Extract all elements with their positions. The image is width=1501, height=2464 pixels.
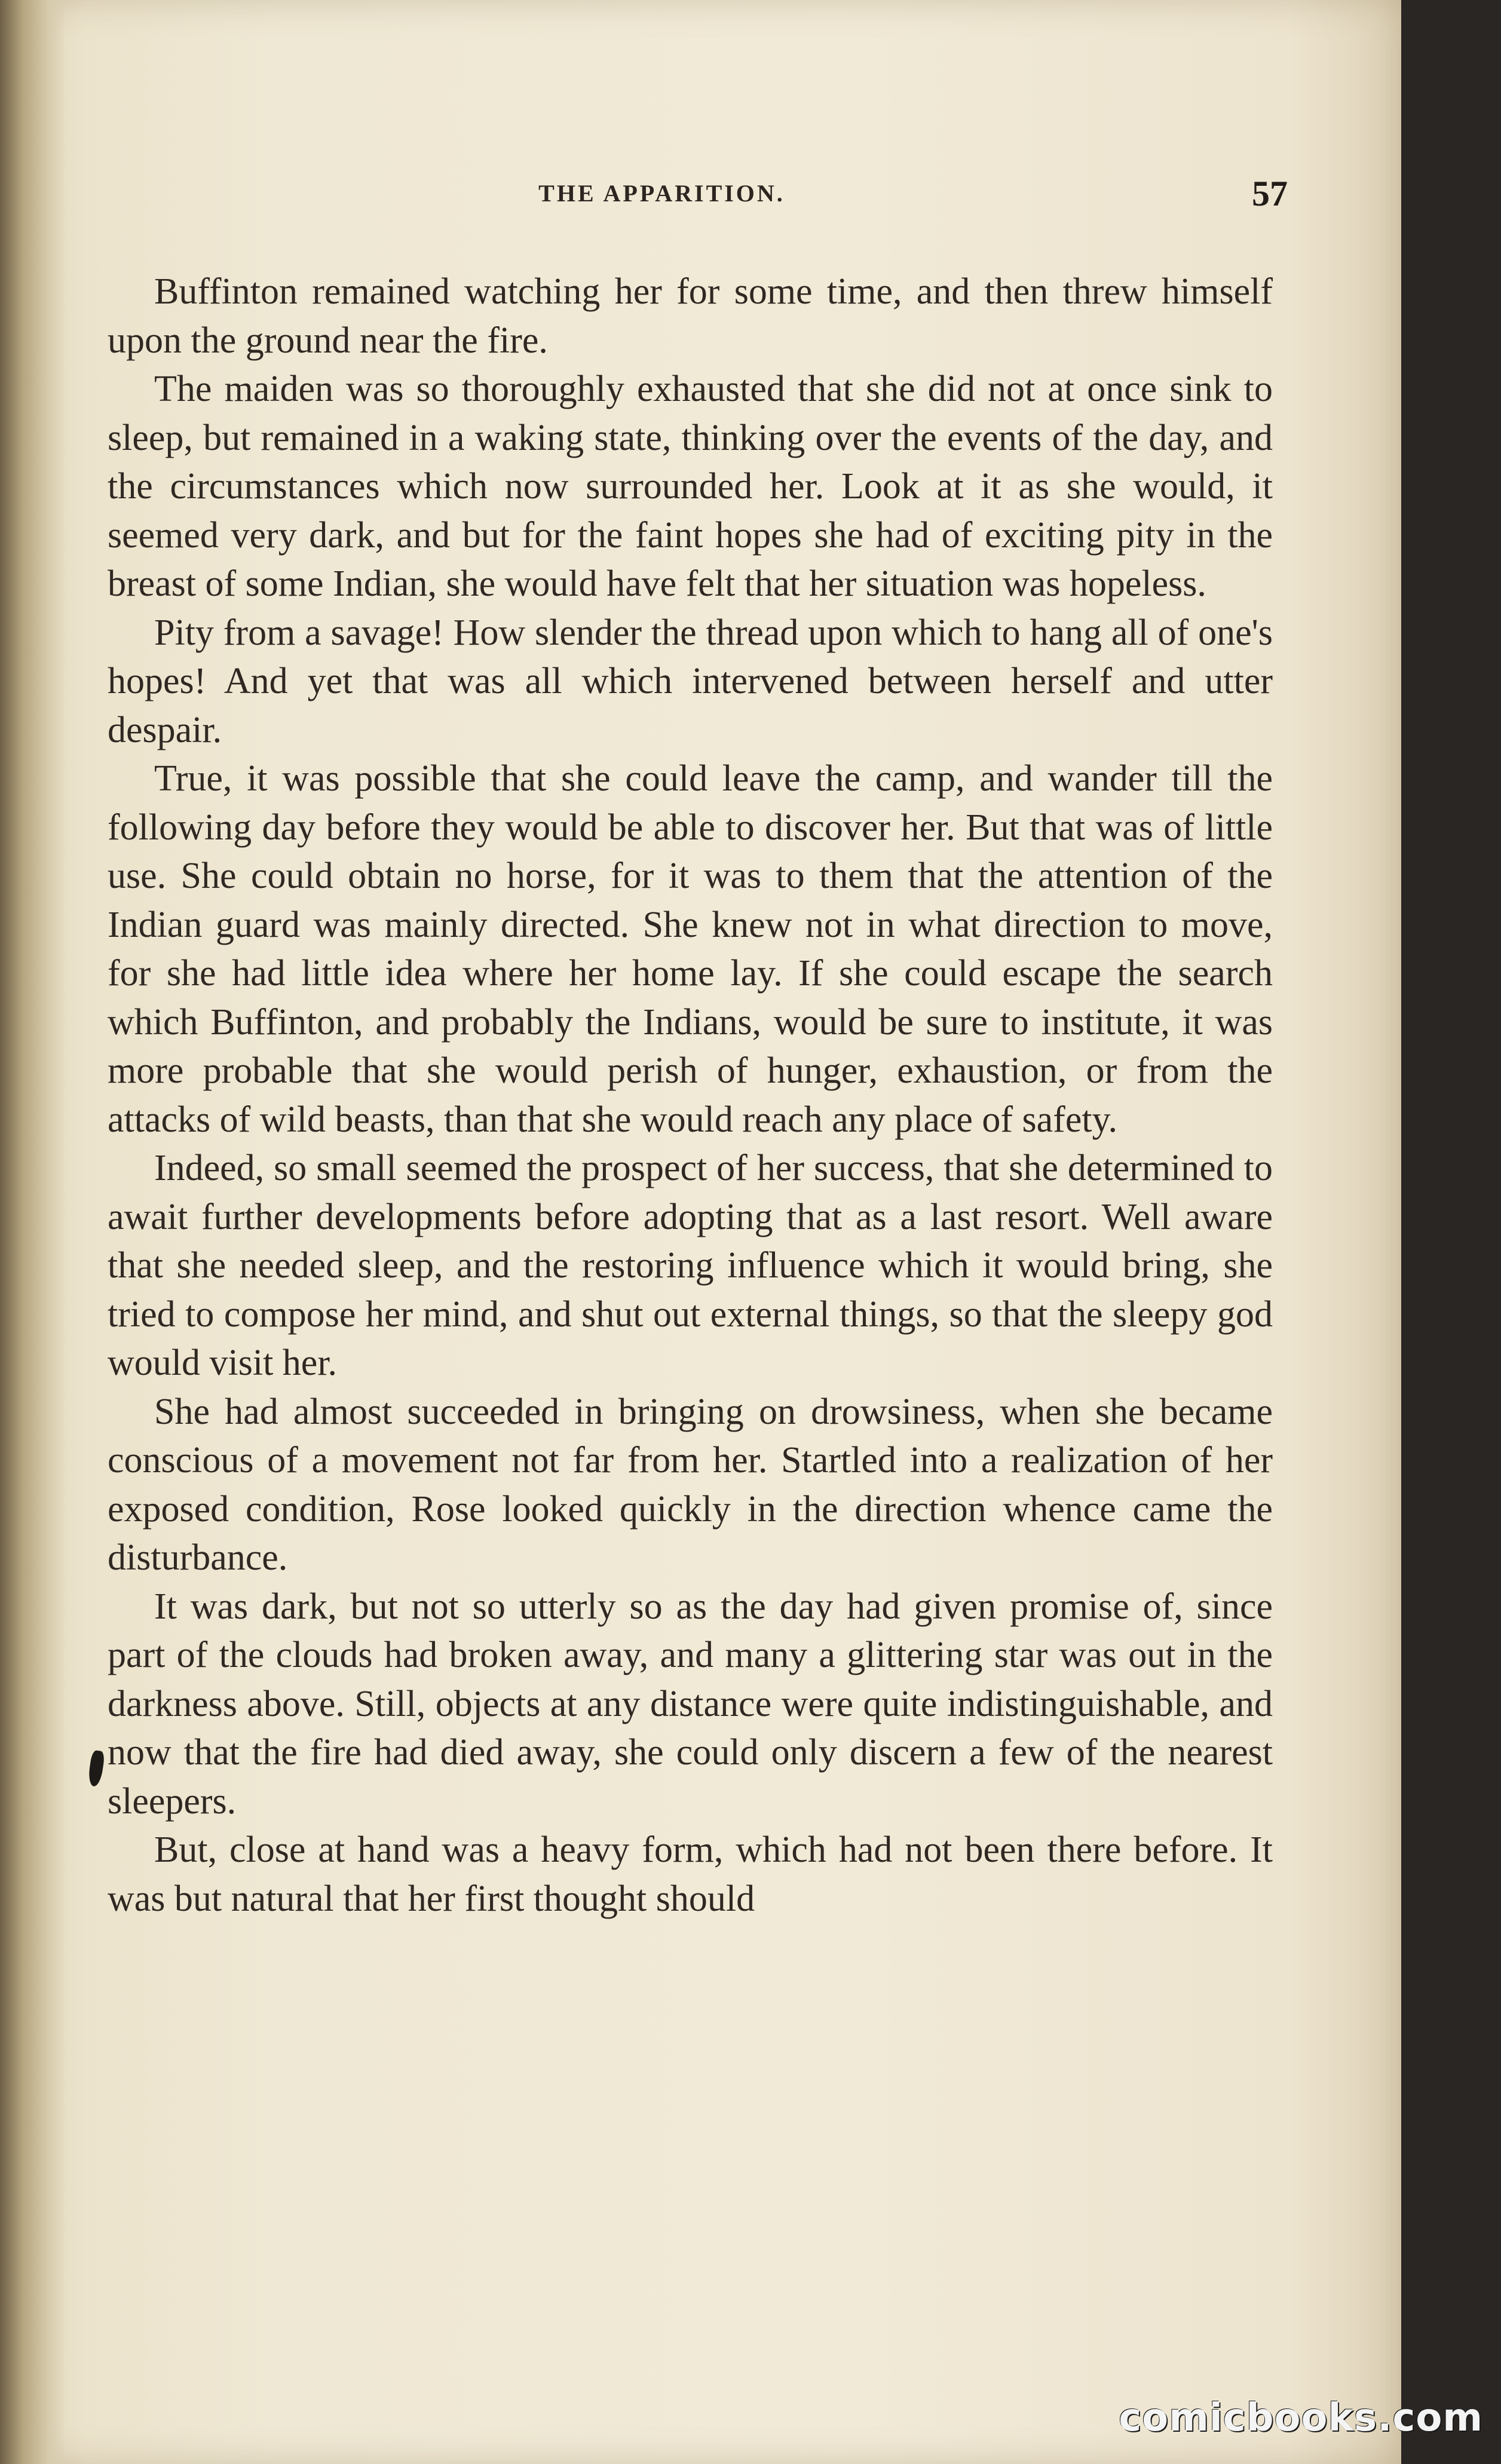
running-head	[108, 173, 1288, 227]
page-gutter	[0, 0, 66, 2464]
paragraph: Indeed, so small seemed the prospect of her success, that she determined to await further developments before adopting that as a last resort. Well aware that she needed sleep, and the restoring influence which it would bring, she tried to compose her mind, and shut out external things, so that the sleepy god would visit her.	[108, 1148, 1273, 1383]
paragraph: Pity from a savage! How slender the thread upon which to hang all of one's hopes! And yet that was all which intervened between herself and utter despair.	[108, 612, 1273, 750]
paragraph: The maiden was so thoroughly exhausted that she did not at once sink to sleep, but remained in a waking state, thinking over the events of the day, and the circumstances which now surrounded her. Look at it as she would, it seemed very dark, and but for the faint hopes she had of exciting pity in the breast of some Indian, she would have felt that her situation was hopeless.	[108, 369, 1273, 604]
paragraph: Buffinton remained watching her for some time, and then threw himself upon the ground near the fire.	[108, 271, 1273, 361]
page-number: 57	[1252, 174, 1288, 213]
site-watermark: comicbooks.com	[1119, 2396, 1483, 2440]
paragraph: True, it was possible that she could leave the camp, and wander till the following day before they would be able to discover her. But that was of little use. She could obtain no horse, for it was to them that the attention of the Indian guard was mainly directed. She knew not in what direction to move, for she had little idea where her home lay. If she could escape the search which Buffinton, and probably the Indians, would be sure to institute, it was more probable that she would perish of hunger, exhaustion, or from the attacks of wild beasts, than that she would reach any place of safety.	[108, 758, 1273, 1140]
running-title: THE APPARITION.	[538, 180, 785, 207]
paragraph: It was dark, but not so utterly so as the day had given promise of, since part of the clouds had broken away, and many a glittering star was out in the darkness above. Still, objects at any distance were quite indistinguishable, and now that the fire had died away, she could only discern a few of the nearest sleepers.	[108, 1586, 1273, 1822]
paragraph: But, close at hand was a heavy form, which had not been there before. It was but natural that her first thought should	[108, 1829, 1273, 1919]
paragraph: She had almost succeeded in bringing on drowsiness, when she became conscious of a movement not far from her. Startled into a realization of her exposed condition, Rose looked quickly in the direction whence came the disturbance.	[108, 1391, 1273, 1578]
ink-blot	[87, 1750, 105, 1787]
body-text	[108, 268, 1273, 1923]
